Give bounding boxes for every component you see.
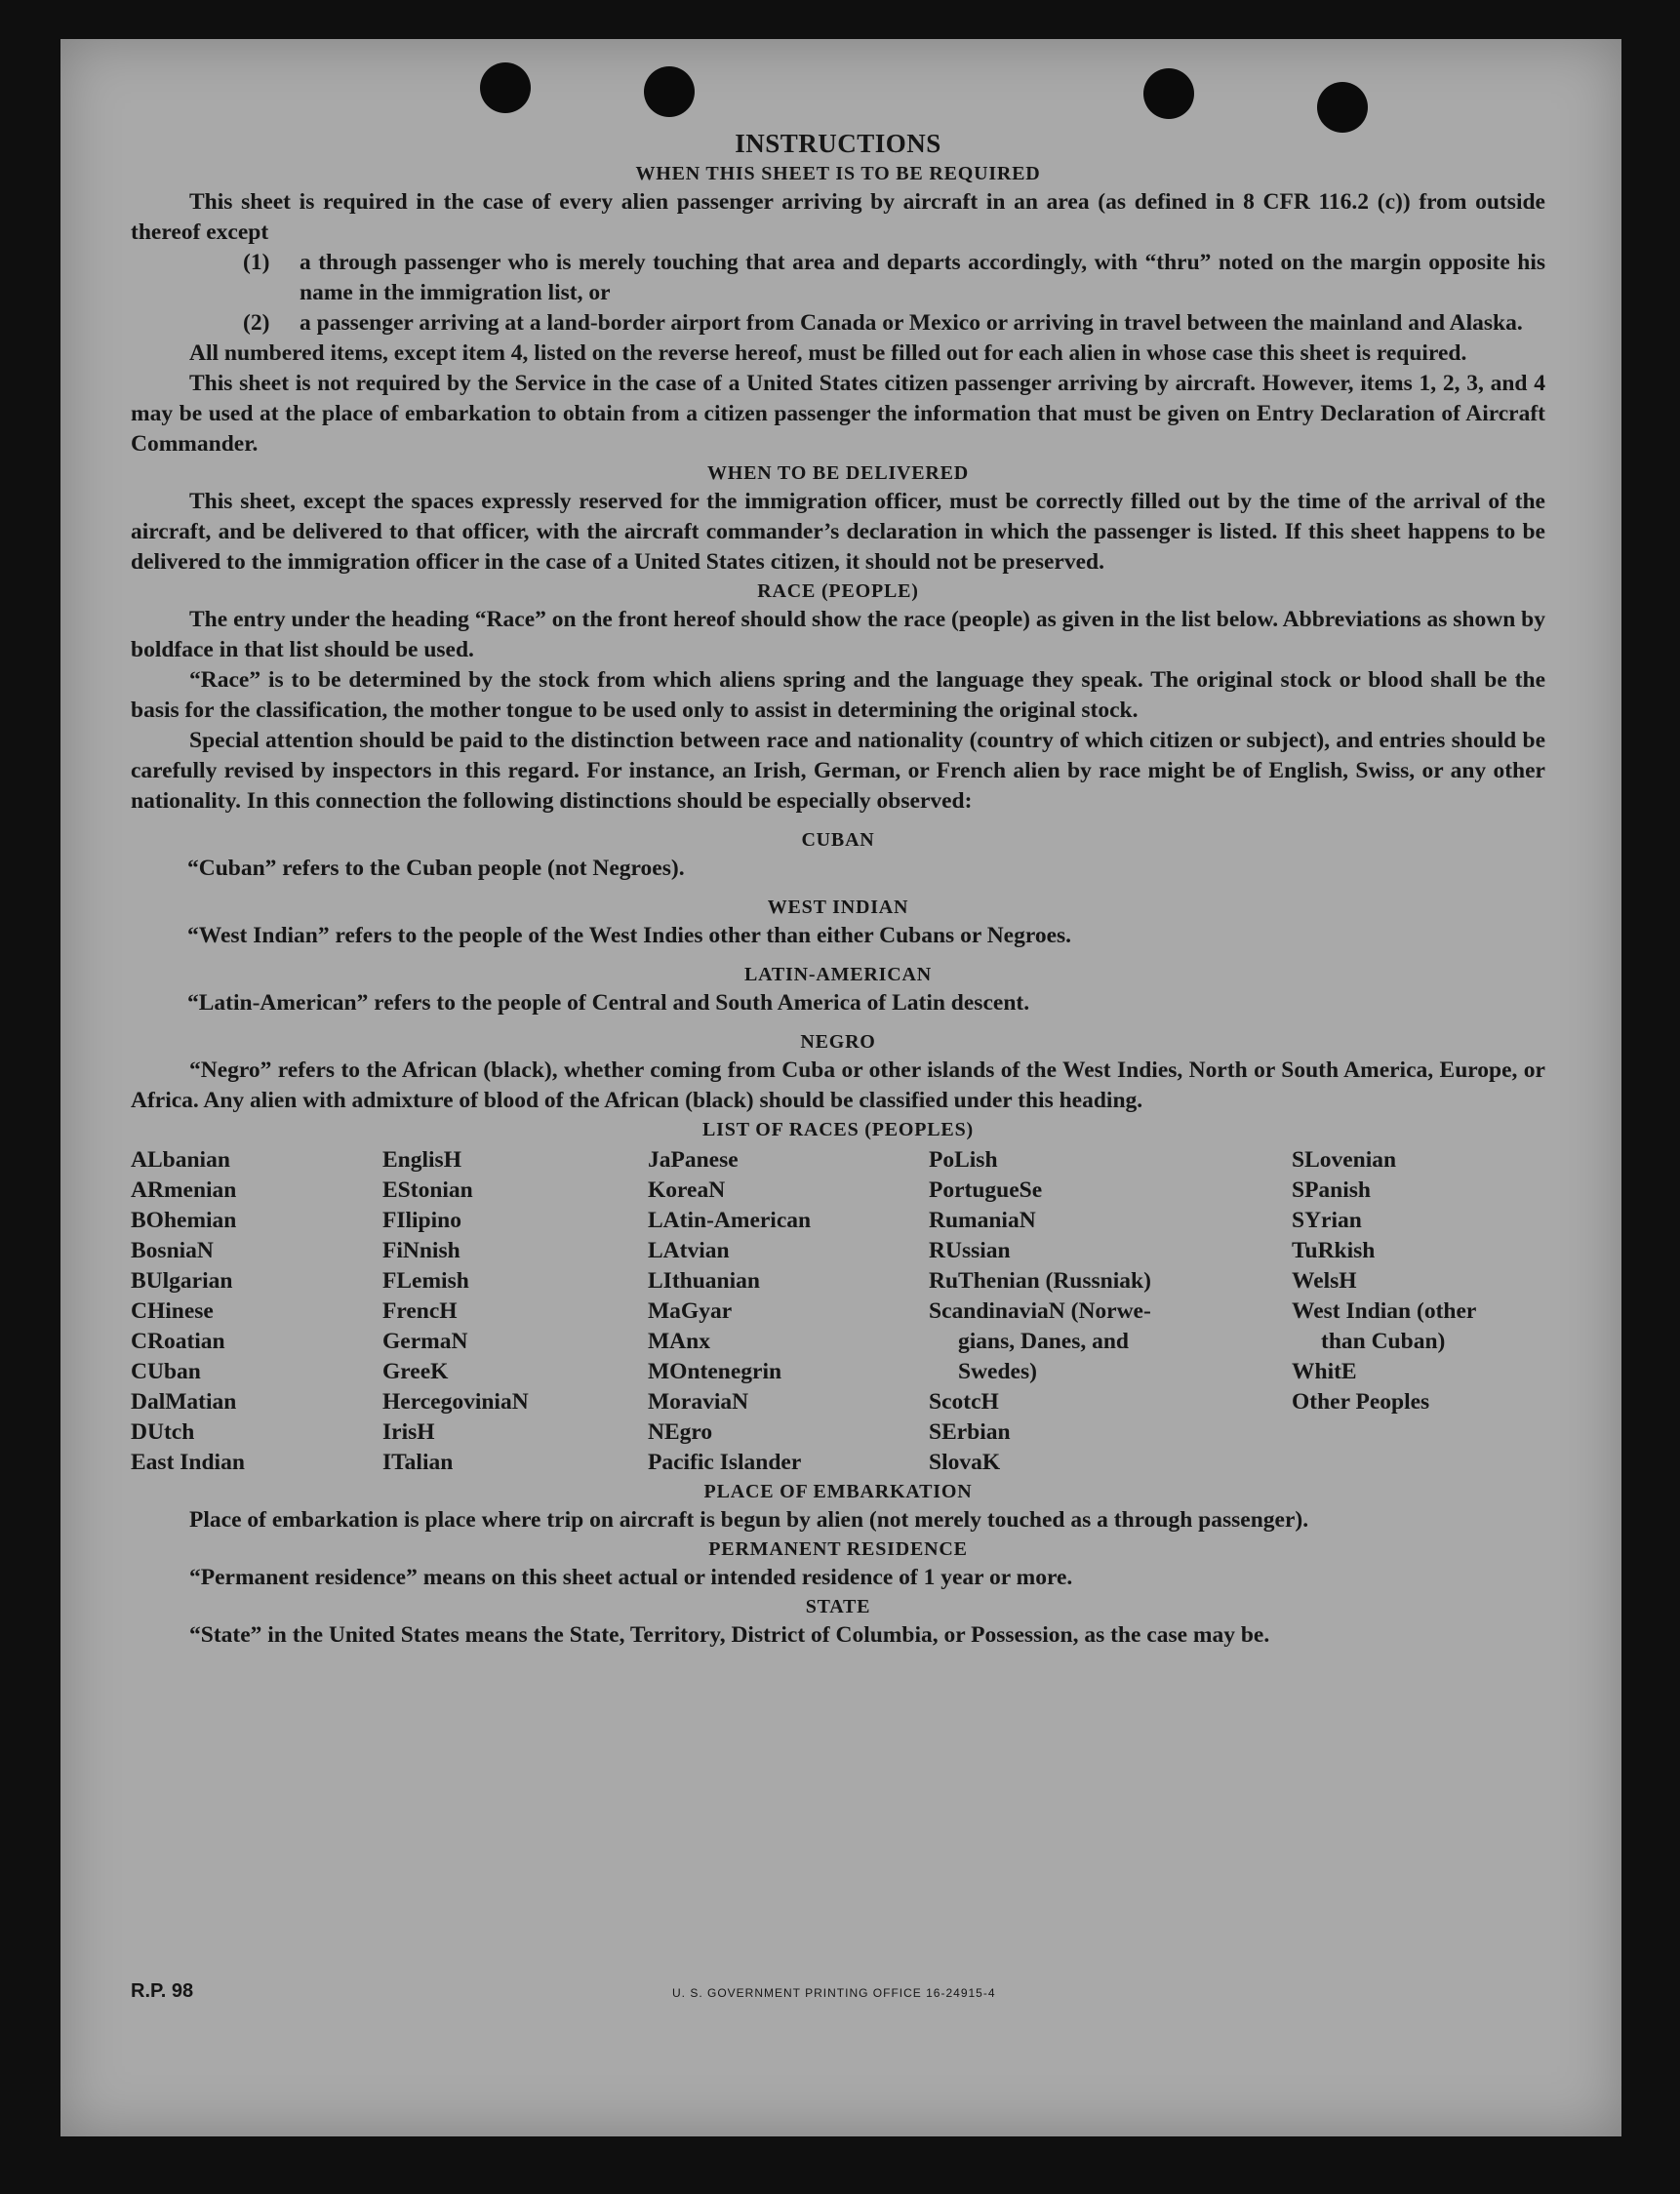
- race-entry-continuation: than Cuban): [1321, 1329, 1446, 1354]
- section-heading-when-delivered: WHEN TO BE DELIVERED: [706, 462, 970, 484]
- exception-text: a through passenger who is merely touching that area and departs accordingly, with “thru” noted on the margin opposite his name in the immigration list, or: [300, 250, 1545, 305]
- race-entry: CHinese: [131, 1298, 214, 1324]
- printer-imprint: U. S. GOVERNMENT PRINTING OFFICE 16-24915-4: [672, 1986, 996, 2000]
- race-entry: FIlipino: [382, 1208, 461, 1233]
- race-entry: BUlgarian: [131, 1268, 233, 1294]
- race-entry: SPanish: [1292, 1177, 1371, 1203]
- definition-heading-cuban: CUBAN: [801, 829, 875, 851]
- race-entry: FiNnish: [382, 1238, 460, 1263]
- race-entry-continuation: gians, Danes, and: [958, 1329, 1129, 1354]
- form-number: R.P. 98: [131, 1980, 194, 2002]
- race-entry: NEgro: [648, 1419, 713, 1445]
- races-column: [382, 1145, 648, 1478]
- punch-hole: [1317, 82, 1368, 133]
- when-delivered-text: This sheet, except the spaces expressly reserved for the immigration officer, must be correctly filled out by the time of the arrival of the aircraft, and be delivered to that officer, with the aircraft commander’s declaration in which the passenger is listed. If this sheet happens to be delivered to the immigration officer in the case of a United States citizen, it should not be preserved.: [131, 489, 1545, 575]
- race-entry: SLovenian: [1292, 1147, 1397, 1173]
- races-list-heading: LIST OF RACES (PEOPLES): [702, 1119, 974, 1140]
- race-entry: LAtvian: [648, 1238, 730, 1263]
- state-text: “State” in the United States means the State, Territory, District of Columbia, or Possession, as the case may be.: [189, 1622, 1270, 1648]
- section-heading-race: RACE (PEOPLE): [757, 580, 919, 602]
- race-entry: WhitE: [1292, 1359, 1357, 1384]
- embarkation-text: Place of embarkation is place where trip on aircraft is begun by alien (not merely touched as a through passenger).: [189, 1507, 1309, 1533]
- race-entry-continuation: Swedes): [958, 1359, 1037, 1384]
- race-entry: CUban: [131, 1359, 201, 1384]
- race-entry: DUtch: [131, 1419, 195, 1445]
- definition-text-latin-american: “Latin-American” refers to the people of Central and South America of Latin descent.: [187, 990, 1030, 1016]
- race-entry: JaPanese: [648, 1147, 739, 1173]
- race-entry: MOntenegrin: [648, 1359, 782, 1384]
- race-entry: MoraviaN: [648, 1389, 749, 1415]
- race-entry: LAtin-American: [648, 1208, 812, 1233]
- race-entry: PoLish: [929, 1147, 998, 1173]
- page-footer: [131, 1980, 1545, 2003]
- punch-hole: [644, 66, 695, 117]
- when-required-paragraph: All numbered items, except item 4, listed on the reverse hereof, must be filled out for each alien in whose case this sheet is required.: [189, 340, 1467, 366]
- race-entry: PortugueSe: [929, 1177, 1043, 1203]
- definition-heading-latin-american: LATIN-AMERICAN: [744, 964, 932, 985]
- races-column: [929, 1145, 1292, 1478]
- race-entry: ALbanian: [131, 1147, 230, 1173]
- race-entry: ITalian: [382, 1450, 454, 1475]
- definition-heading-west-indian: WEST INDIAN: [767, 897, 909, 918]
- race-entry: East Indian: [131, 1450, 245, 1475]
- section-heading-residence: PERMANENT RESIDENCE: [708, 1538, 968, 1560]
- page-title: INSTRUCTIONS: [735, 129, 941, 158]
- race-entry: ARmenian: [131, 1177, 237, 1203]
- exception-number: (1): [243, 250, 270, 275]
- race-entry: RumaniaN: [929, 1208, 1036, 1233]
- race-entry: GermaN: [382, 1329, 468, 1354]
- race-entry: CRoatian: [131, 1329, 225, 1354]
- definition-text-negro: “Negro” refers to the African (black), whether coming from Cuba or other islands of the West Indies, North or South America, Europe, or Africa. Any alien with admixture of blood of the African (black) should be classified under this heading.: [131, 1057, 1545, 1113]
- race-paragraph: The entry under the heading “Race” on the front hereof should show the race (people) as given in the list below. Abbreviations as shown by boldface in that list should be used.: [131, 607, 1545, 662]
- race-entry: IrisH: [382, 1419, 435, 1445]
- section-heading-embarkation: PLACE OF EMBARKATION: [703, 1481, 973, 1502]
- definition-heading-negro: NEGRO: [800, 1031, 876, 1053]
- exception-text: a passenger arriving at a land-border airport from Canada or Mexico or arriving in travel between the mainland and Alaska.: [300, 310, 1523, 336]
- race-entry: KoreaN: [648, 1177, 726, 1203]
- race-entry: WelsH: [1292, 1268, 1357, 1294]
- race-entry: Other Peoples: [1292, 1389, 1430, 1415]
- race-entry: BosniaN: [131, 1238, 214, 1263]
- races-column: [1292, 1145, 1545, 1478]
- exception-number: (2): [243, 310, 270, 336]
- exception-item: [243, 308, 1545, 339]
- when-required-paragraph: This sheet is not required by the Service in the case of a United States citizen passenger arriving by aircraft. However, items 1, 2, 3, and 4 may be used at the place of embarkation to obtain from a citizen passenger the information that must be given on Entry Declaration of Aircraft Commander.: [131, 371, 1545, 457]
- race-entry: EStonian: [382, 1177, 473, 1203]
- race-entry: LIthuanian: [648, 1268, 760, 1294]
- races-column: [131, 1145, 382, 1478]
- race-entry: SlovaK: [929, 1450, 1001, 1475]
- races-list: [131, 1145, 1545, 1478]
- definition-text-west-indian: “West Indian” refers to the people of the West Indies other than either Cubans or Negroes.: [187, 923, 1072, 948]
- punch-hole: [480, 62, 531, 113]
- race-entry: Pacific Islander: [648, 1450, 802, 1475]
- race-entry: TuRkish: [1292, 1238, 1376, 1263]
- race-entry: BOhemian: [131, 1208, 237, 1233]
- document-sheet: [60, 39, 1621, 2136]
- punch-hole: [1143, 68, 1194, 119]
- instructions-body: [131, 127, 1545, 1651]
- when-required-intro: This sheet is required in the case of every alien passenger arriving by aircraft in an area (as defined in 8 CFR 116.2 (c)) from outside thereof except: [131, 189, 1545, 245]
- race-entry: ScandinaviaN (Norwe-: [929, 1298, 1151, 1324]
- race-entry: GreeK: [382, 1359, 449, 1384]
- section-heading-state: STATE: [805, 1596, 871, 1617]
- race-entry: MAnx: [648, 1329, 710, 1354]
- section-heading-when-required: WHEN THIS SHEET IS TO BE REQUIRED: [635, 163, 1041, 184]
- residence-text: “Permanent residence” means on this sheet actual or intended residence of 1 year or more.: [189, 1565, 1073, 1590]
- race-entry: FLemish: [382, 1268, 469, 1294]
- definition-text-cuban: “Cuban” refers to the Cuban people (not Negroes).: [187, 856, 685, 881]
- race-entry: EnglisH: [382, 1147, 461, 1173]
- race-entry: RUssian: [929, 1238, 1011, 1263]
- race-entry: West Indian (other: [1292, 1298, 1477, 1324]
- race-entry: ScotcH: [929, 1389, 999, 1415]
- race-paragraph: “Race” is to be determined by the stock from which aliens spring and the language they speak. The original stock or blood shall be the basis for the classification, the mother tongue to be used only to assist in determining the original stock.: [131, 667, 1545, 723]
- race-entry: FrencH: [382, 1298, 458, 1324]
- race-entry: RuThenian (Russniak): [929, 1268, 1151, 1294]
- race-entry: HercegoviniaN: [382, 1389, 529, 1415]
- race-paragraph: Special attention should be paid to the distinction between race and nationality (country of which citizen or subject), and entries should be carefully revised by inspectors in this regard. For instance, an Irish, German, or French alien by race might be of English, Swiss, or any other nationality. In this connection the following distinctions should be especially observed:: [131, 728, 1545, 814]
- race-entry: MaGyar: [648, 1298, 733, 1324]
- race-entry: DalMatian: [131, 1389, 237, 1415]
- race-entry: SErbian: [929, 1419, 1011, 1445]
- races-column: [648, 1145, 929, 1478]
- race-entry: SYrian: [1292, 1208, 1362, 1233]
- exception-item: [243, 248, 1545, 308]
